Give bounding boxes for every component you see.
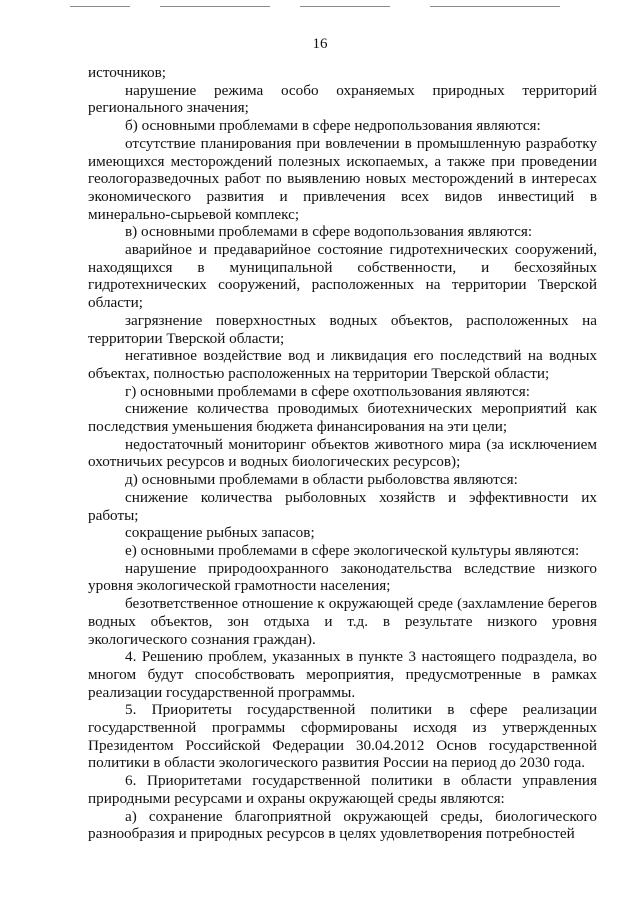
paragraph: недостаточный мониторинг объектов животного мира (за исключением охотничьих ресурсов и водных биологических ресурсов); bbox=[88, 435, 597, 471]
paragraph: д) основными проблемами в области рыболовства являются: bbox=[125, 471, 518, 489]
paragraph: аварийное и предаварийное состояние гидротехнических сооружений, находящихся в муниципальной собственности, и бесхозяйных гидротехнических сооружений, расположенных на территории Тверской области; bbox=[88, 241, 597, 312]
paragraph: снижение количества рыболовных хозяйств и эффективности их работы; bbox=[88, 488, 597, 524]
paragraph: безответственное отношение к окружающей среде (захламление берегов водных объектов, зон отдыха и т.д. в результате низкого уровня экологического сознания граждан). bbox=[88, 595, 597, 648]
paragraph: загрязнение поверхностных водных объектов, расположенных на территории Тверской области; bbox=[88, 311, 597, 347]
paragraph: е) основными проблемами в сфере экологической культуры являются: bbox=[125, 541, 580, 559]
paragraph: источников; bbox=[88, 64, 166, 81]
paragraph: нарушение режима особо охраняемых природных территорий регионального значения; bbox=[88, 81, 597, 117]
paragraph: отсутствие планирования при вовлечении в промышленную разработку имеющихся месторождений полезных ископаемых, а также при проведении геологоразведочных работ по выявлению новых месторождений в интересах экономического развития и привлечения всех видов инвестиций в минерально-сырьевой комплекс; bbox=[88, 134, 597, 223]
paragraph: а) сохранение благоприятной окружающей среды, биологического разнообразия и природных ресурсов в целях удовлетворения потребностей bbox=[88, 807, 597, 843]
paragraph: нарушение природоохранного законодательства вследствие низкого уровня экологической грамотности населения; bbox=[88, 559, 597, 595]
scan-edge-line bbox=[70, 6, 130, 7]
paragraph: негативное воздействие вод и ликвидация его последствий на водных объектах, полностью расположенных на территории Тверской области; bbox=[88, 347, 597, 382]
document-body bbox=[88, 64, 597, 843]
paragraph: 4. Решению проблем, указанных в пункте 3 настоящего подраздела, во многом будут способствовать мероприятия, предусмотренные в рамках реализации государственной программы. bbox=[88, 648, 597, 701]
scan-edge-line bbox=[300, 6, 390, 7]
scan-edge-line bbox=[430, 6, 560, 7]
paragraph: 6. Приоритетами государственной политики в области управления природными ресурсами и охраны окружающей среды являются: bbox=[88, 772, 597, 807]
paragraph: г) основными проблемами в сфере охотпользования являются: bbox=[125, 382, 530, 400]
paragraph: сокращение рыбных запасов; bbox=[125, 524, 315, 542]
paragraph: 5. Приоритеты государственной политики в сфере реализации государственной программы сформированы исходя из утвержденных Президентом Российской Федерации 30.04.2012 Основ государственной политики в области экологического развития России на период до 2030 года. bbox=[88, 701, 597, 772]
paragraph: снижение количества проводимых биотехнических мероприятий как последствия уменьшения бюджета финансирования на эти цели; bbox=[88, 400, 597, 436]
page-number: 16 bbox=[312, 36, 328, 52]
paragraph: б) основными проблемами в сфере недропользования являются: bbox=[125, 117, 541, 135]
paragraph: в) основными проблемами в сфере водопользования являются: bbox=[125, 223, 533, 241]
scan-edge-line bbox=[160, 6, 270, 7]
